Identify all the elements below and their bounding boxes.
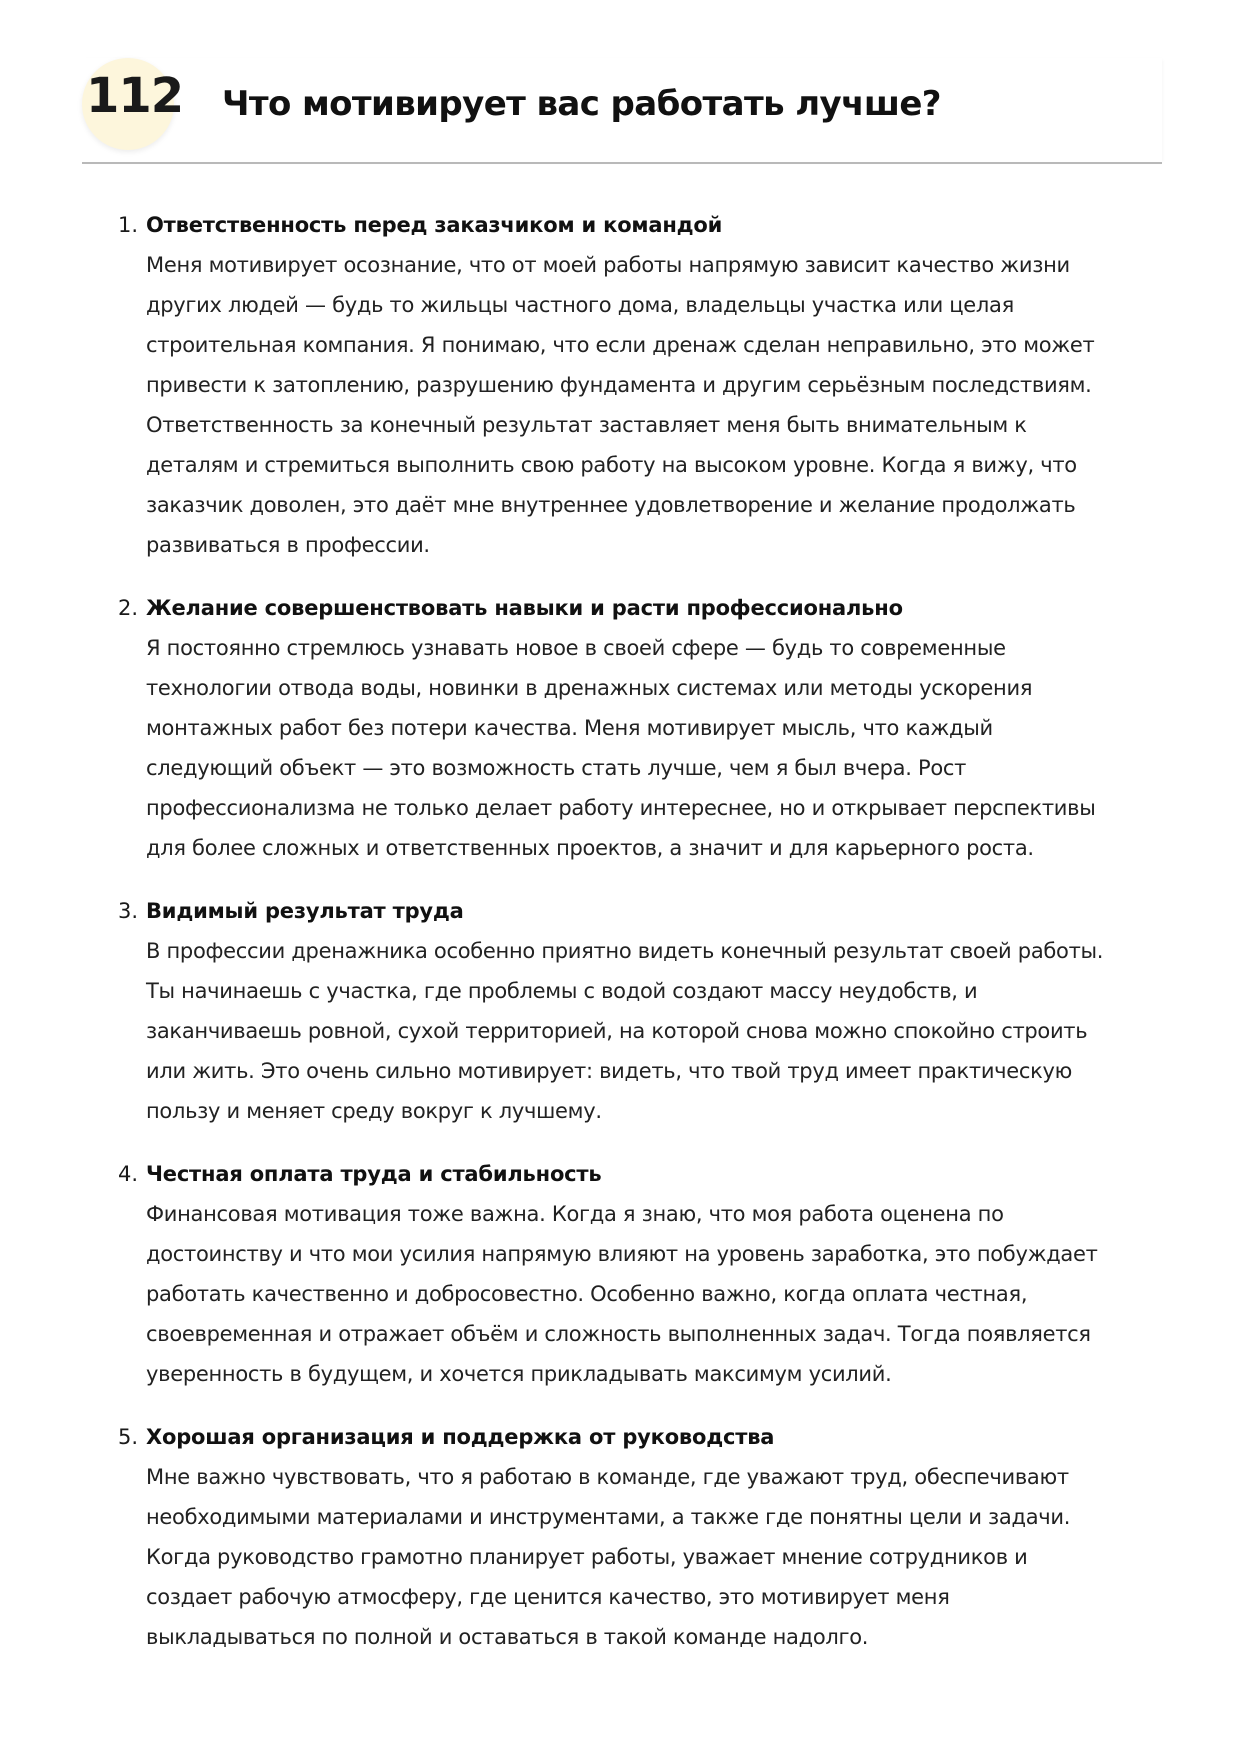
body-line: строительная компания. Я понимаю, что если дренаж сделан неправильно, это может xyxy=(146,333,1095,357)
list-item-heading: Видимый результат труда xyxy=(146,899,464,923)
body-line: Ответственность за конечный результат заставляет меня быть внимательным к xyxy=(146,413,1027,437)
list-item-heading: Честная оплата труда и стабильность xyxy=(146,1162,602,1186)
page-number: 112 xyxy=(86,68,184,124)
body-line: Финансовая мотивация тоже важна. Когда я знаю, что моя работа оценена по xyxy=(146,1202,1004,1226)
body-line: Меня мотивирует осознание, что от моей работы напрямую зависит качество жизни xyxy=(146,253,1070,277)
list-item xyxy=(110,205,1170,565)
body-line: создает рабочую атмосферу, где ценится качество, это мотивирует меня xyxy=(146,1585,950,1609)
body-line: пользу и меняет среду вокруг к лучшему. xyxy=(146,1099,602,1123)
body-line: своевременная и отражает объём и сложность выполненных задач. Тогда появляется xyxy=(146,1322,1091,1346)
body-line: необходимыми материалами и инструментами, а также где понятны цели и задачи. xyxy=(146,1505,1071,1529)
list-item xyxy=(110,1154,1170,1394)
list-item xyxy=(110,1417,1170,1657)
page-header xyxy=(82,58,1162,164)
list-item-number: 4. xyxy=(118,1162,139,1186)
list-item-body xyxy=(146,931,1170,1131)
body-line: достоинству и что мои усилия напрямую влияют на уровень заработка, это побуждает xyxy=(146,1242,1098,1266)
body-line: деталям и стремиться выполнить свою работу на высоком уровне. Когда я вижу, что xyxy=(146,453,1077,477)
page-title: Что мотивирует вас работать лучше? xyxy=(222,84,941,124)
list-item-body xyxy=(146,1194,1170,1394)
body-line: технологии отвода воды, новинки в дренажных системах или методы ускорения xyxy=(146,676,1033,700)
body-line: Мне важно чувствовать, что я работаю в команде, где уважают труд, обеспечивают xyxy=(146,1465,1069,1489)
page-number-badge xyxy=(82,58,184,150)
body-line: Ты начинаешь с участка, где проблемы с водой создают массу неудобств, и xyxy=(146,979,978,1003)
body-line: В профессии дренажника особенно приятно видеть конечный результат своей работы. xyxy=(146,939,1104,963)
motivation-list xyxy=(110,205,1170,1680)
list-item-heading: Хорошая организация и поддержка от руководства xyxy=(146,1425,775,1449)
body-line: профессионализма не только делает работу интереснее, но и открывает перспективы xyxy=(146,796,1096,820)
body-line: других людей — будь то жильцы частного дома, владельцы участка или целая xyxy=(146,293,1014,317)
body-line: монтажных работ без потери качества. Меня мотивирует мысль, что каждый xyxy=(146,716,993,740)
list-item xyxy=(110,588,1170,868)
body-line: или жить. Это очень сильно мотивирует: видеть, что твой труд имеет практическую xyxy=(146,1059,1073,1083)
body-line: для более сложных и ответственных проектов, а значит и для карьерного роста. xyxy=(146,836,1034,860)
list-item-body xyxy=(146,628,1170,868)
body-line: развиваться в профессии. xyxy=(146,533,430,557)
body-line: привести к затоплению, разрушению фундамента и другим серьёзным последствиям. xyxy=(146,373,1092,397)
body-line: следующий объект — это возможность стать лучше, чем я был вчера. Рост xyxy=(146,756,967,780)
list-item-number: 5. xyxy=(118,1425,139,1449)
body-line: работать качественно и добросовестно. Особенно важно, когда оплата честная, xyxy=(146,1282,1028,1306)
list-item-body xyxy=(146,245,1170,565)
list-item-heading: Желание совершенствовать навыки и расти профессионально xyxy=(146,596,903,620)
body-line: заказчик доволен, это даёт мне внутреннее удовлетворение и желание продолжать xyxy=(146,493,1076,517)
list-item xyxy=(110,891,1170,1131)
body-line: заканчиваешь ровной, сухой территорией, на которой снова можно спокойно строить xyxy=(146,1019,1088,1043)
list-item-body xyxy=(146,1457,1170,1657)
list-item-number: 1. xyxy=(118,213,139,237)
list-item-heading: Ответственность перед заказчиком и командой xyxy=(146,213,723,237)
body-line: выкладываться по полной и оставаться в такой команде надолго. xyxy=(146,1625,869,1649)
body-line: Когда руководство грамотно планирует работы, уважает мнение сотрудников и xyxy=(146,1545,1028,1569)
list-item-number: 3. xyxy=(118,899,139,923)
body-line: уверенность в будущем, и хочется прикладывать максимум усилий. xyxy=(146,1362,892,1386)
body-line: Я постоянно стремлюсь узнавать новое в своей сфере — будь то современные xyxy=(146,636,1006,660)
list-item-number: 2. xyxy=(118,596,139,620)
